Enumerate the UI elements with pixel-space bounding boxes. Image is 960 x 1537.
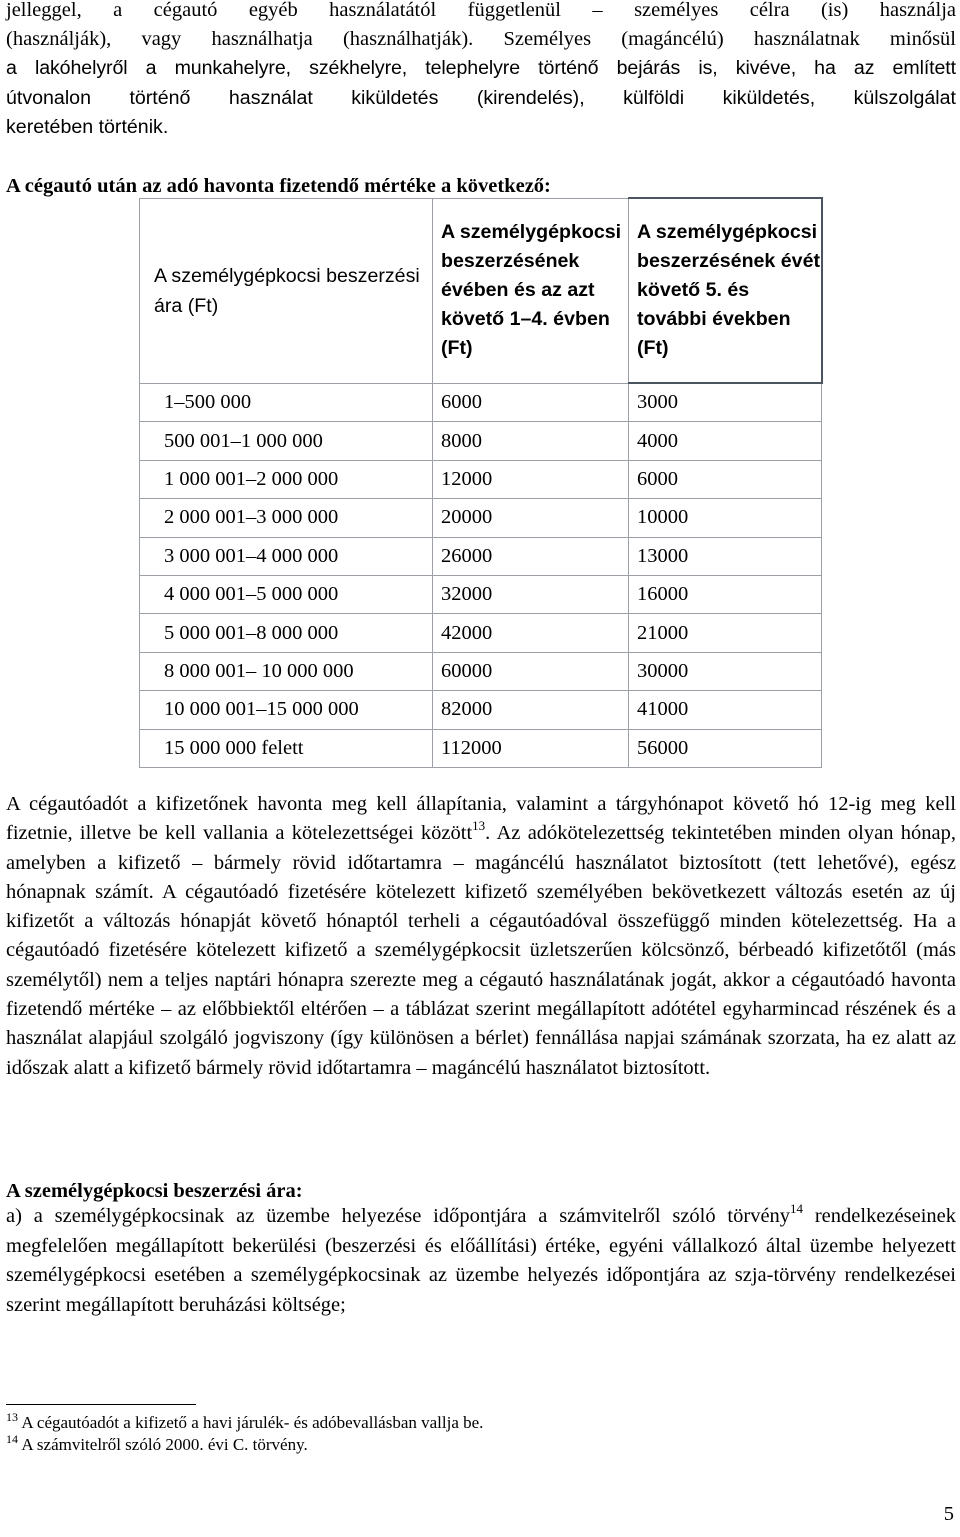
price-range-cell: 2 000 001–3 000 000 <box>140 499 433 537</box>
first-years-tax-cell: 6000 <box>433 383 629 422</box>
later-years-tax-cell: 4000 <box>629 422 822 460</box>
intro-line-5: keretében történik. <box>6 115 169 138</box>
intro-line-4: útvonalon történő használat kiküldetés (kirendelés), külföldi kiküldetés, külszolgálat <box>6 86 956 109</box>
table-row <box>140 614 822 652</box>
table-row <box>140 652 822 690</box>
price-range-cell: 1 000 001–2 000 000 <box>140 460 433 498</box>
definition-text <box>6 1202 956 1320</box>
later-years-tax-cell: 41000 <box>629 691 822 729</box>
tax-rules-part-1: A cégautóadót a kifizetőnek havonta meg kell állapítania, valamint a tárgyhónapot követő hó 12-ig meg kell fizetnie, illetve be kell vallania a kötelezettségei között <box>6 793 956 845</box>
footnote-13-text: A cégautóadót a kifizető a havi járulék- és adóbevallásban vallja be. <box>21 1413 484 1432</box>
later-years-tax-cell: 56000 <box>629 729 822 767</box>
intro-paragraph <box>6 0 956 142</box>
table-row <box>140 460 822 498</box>
first-years-tax-cell: 82000 <box>433 691 629 729</box>
table-header-row <box>140 198 822 383</box>
footnote-13 <box>6 1412 483 1434</box>
header-first-years: A személygépkocsi beszerzésének évében és az azt követő 1–4. évben (Ft) <box>433 198 629 383</box>
footnote-14 <box>6 1434 483 1456</box>
table-body <box>140 383 822 767</box>
price-range-cell: 10 000 001–15 000 000 <box>140 691 433 729</box>
price-range-cell: 8 000 001– 10 000 000 <box>140 652 433 690</box>
definition-paragraph <box>6 1202 956 1320</box>
header-purchase-price: A személygépkocsi beszerzési ára (Ft) <box>140 198 433 383</box>
intro-line-1: jelleggel, a cégautó egyéb használatától függetlenül – személyes célra (is) használja <box>6 0 956 21</box>
footnote-separator <box>6 1404 196 1405</box>
table-row <box>140 537 822 575</box>
definition-part-2: rendelkezéseinek megfelelően megállapított bekerülési (beszerzési és előállítási) értéke, egyéni vállalkozó által üzembe helyezett személygépkocsi esetében a személygépkocsinak az üzembe helyezés időpontjára az szja-törvény rendelkezései szerint megállapított beruházási költsége; <box>6 1205 956 1316</box>
table-heading: A cégautó után az adó havonta fizetendő mértéke a következő: <box>6 175 551 197</box>
definition-part-1: a) a személygépkocsinak az üzembe helyezése időpontjára a számvitelről szóló törvény <box>6 1205 791 1227</box>
first-years-tax-cell: 20000 <box>433 499 629 537</box>
later-years-tax-cell: 16000 <box>629 575 822 613</box>
paragraph-tax-rules <box>6 790 956 1083</box>
later-years-tax-cell: 30000 <box>629 652 822 690</box>
price-range-cell: 1–500 000 <box>140 383 433 422</box>
footnote-ref-13[interactable]: 13 <box>472 818 486 834</box>
footnotes <box>6 1412 483 1456</box>
first-years-tax-cell: 112000 <box>433 729 629 767</box>
first-years-tax-cell: 60000 <box>433 652 629 690</box>
first-years-tax-cell: 8000 <box>433 422 629 460</box>
first-years-tax-cell: 42000 <box>433 614 629 652</box>
footnote-ref-14[interactable]: 14 <box>790 1201 804 1216</box>
table-row <box>140 499 822 537</box>
table-row <box>140 422 822 460</box>
price-range-cell: 4 000 001–5 000 000 <box>140 575 433 613</box>
price-range-cell: 500 001–1 000 000 <box>140 422 433 460</box>
footnote-13-mark: 13 <box>6 1410 18 1424</box>
first-years-tax-cell: 12000 <box>433 460 629 498</box>
footnote-14-text: A számvitelről szóló 2000. évi C. törvény. <box>21 1435 308 1454</box>
price-range-cell: 5 000 001–8 000 000 <box>140 614 433 652</box>
table-row <box>140 575 822 613</box>
intro-line-2: (használják), vagy használhatja (használhatják). Személyes (magáncélú) használatnak minősül <box>6 28 956 51</box>
footnote-14-mark: 14 <box>6 1432 18 1446</box>
later-years-tax-cell: 21000 <box>629 614 822 652</box>
definition-heading: A személygépkocsi beszerzési ára: <box>6 1180 303 1202</box>
later-years-tax-cell: 10000 <box>629 499 822 537</box>
table-row <box>140 383 822 422</box>
later-years-tax-cell: 13000 <box>629 537 822 575</box>
intro-line-3: a lakóhelyről a munkahelyre, székhelyre, telephelyre történő bejárás is, kivéve, ha az említett <box>6 57 956 80</box>
header-later-years: A személygépkocsi beszerzésének évét követő 5. és további években (Ft) <box>629 198 822 383</box>
price-range-cell: 3 000 001–4 000 000 <box>140 537 433 575</box>
price-range-cell: 15 000 000 felett <box>140 729 433 767</box>
later-years-tax-cell: 3000 <box>629 383 822 422</box>
first-years-tax-cell: 32000 <box>433 575 629 613</box>
table-row <box>140 729 822 767</box>
later-years-tax-cell: 6000 <box>629 460 822 498</box>
tax-rate-table <box>139 197 823 768</box>
table-row <box>140 691 822 729</box>
page-number: 5 <box>943 1503 954 1525</box>
first-years-tax-cell: 26000 <box>433 537 629 575</box>
tax-rules-text <box>6 790 956 1083</box>
tax-rules-part-2: . Az adókötelezettség tekintetében minden olyan hónap, amelyben a kifizető – bármely rövid időtartamra – magáncélú használatot biztosított (tett lehetővé), egész hónapnak számít. A cégautóadó fizetésére kötelezett kifizető személyében bekövetkezett változás esetén az új kifizetőt a változás hónapját követő hónaptól terheli a cégautóadóval összefüggő minden kötelezettség. Ha a cégautóadó fizetésére kötelezett kifizető a személygépkocsit üzletszerűen kölcsönző, bérbeadó kifizetőtől (más személytől) nem a teljes naptári hónapra szerezte meg a cégautó használatának jogát, akkor a cégautóadó havonta fizetendő mértéke – az előbbiektől eltérően – a táblázat szerint megállapított adótétel egyharmincad részének és a használat alapjául szolgáló jogviszony (így különösen a bérlet) fennállása napjai számának szorzata, ha ez alatt az időszak alatt a kifizető bármely rövid időtartamra – magáncélú használatot biztosított. <box>6 822 956 1079</box>
